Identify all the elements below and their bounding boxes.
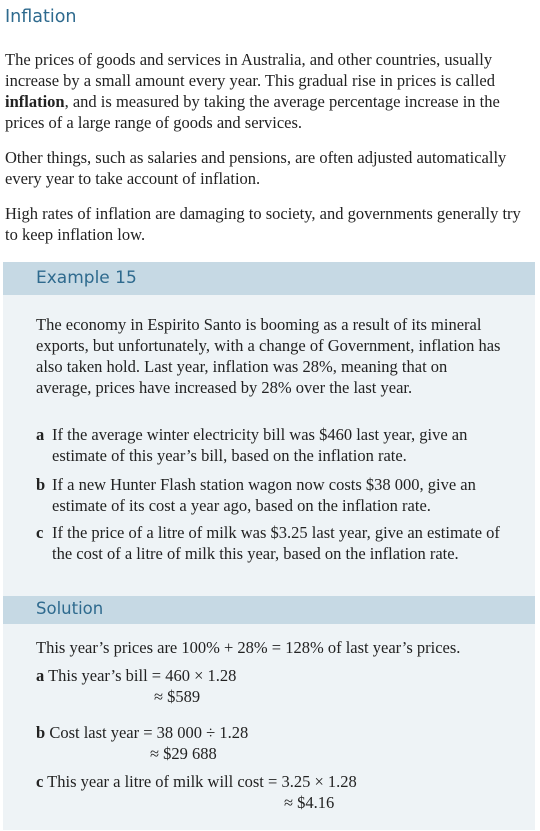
- solution-label: c: [36, 772, 44, 791]
- solution-label: b: [36, 723, 46, 742]
- solution-b-equation: Cost last year = 38 000 ÷ 1.28: [49, 723, 249, 742]
- high-inflation-paragraph: High rates of inflation are damaging to society, and governments generally try to keep inflation low.: [5, 204, 521, 244]
- solution-c-result: ≈ $4.16: [284, 793, 335, 812]
- section-heading: Inflation: [5, 7, 77, 27]
- example-title: Example 15: [36, 268, 137, 288]
- question-part-a: [36, 424, 506, 466]
- part-label: b: [36, 475, 46, 494]
- solution-title: Solution: [36, 599, 104, 618]
- solution-b-line1: [36, 722, 248, 743]
- example-title-bar: [3, 262, 535, 295]
- example-intro: The economy in Espirito Santo is booming as a result of its mineral exports, but unfortunately, with a change of Government, inflation has also taken hold. Last year, inflation was 28%, meaning that on average, prices have increased by 28% over the last year.: [36, 315, 501, 397]
- solution-c-equation: This year a litre of milk will cost = 3.25 × 1.28: [47, 772, 357, 791]
- part-label: a: [36, 425, 45, 444]
- question-part-b: [36, 474, 506, 516]
- solution-a-equation: This year’s bill = 460 × 1.28: [48, 666, 237, 685]
- part-text: If the average winter electricity bill was $460 last year, give an estimate of this year’s bill, based on the inflation rate.: [52, 425, 468, 465]
- solution-c-line1: [36, 771, 357, 792]
- para1-text-start: The prices of goods and services in Australia, and other countries, usually increase by a small amount every year. This gradual rise in prices is called: [5, 50, 495, 90]
- solution-label: a: [36, 666, 45, 685]
- adjustment-paragraph: Other things, such as salaries and pensions, are often adjusted automatically every year to take account of inflation.: [5, 148, 507, 188]
- question-part-c: [36, 522, 506, 564]
- inflation-term: inflation: [5, 92, 65, 111]
- part-text: If the price of a litre of milk was $3.25 last year, give an estimate of the cost of a litre of milk this year, based on the inflation rate.: [52, 523, 500, 563]
- solution-intro: This year’s prices are 100% + 28% = 128% of last year’s prices.: [36, 638, 461, 657]
- inflation-definition-paragraph: [5, 49, 535, 133]
- para1-text-end: , and is measured by taking the average percentage increase in the prices of a large range of goods and services.: [5, 92, 500, 132]
- solution-title-bar: [3, 596, 535, 624]
- solution-b-result: ≈ $29 688: [150, 744, 217, 763]
- solution-a-result: ≈ $589: [154, 687, 201, 706]
- part-label: c: [36, 523, 44, 542]
- solution-a-line1: [36, 665, 236, 686]
- part-text: If a new Hunter Flash station wagon now costs $38 000, give an estimate of its cost a year ago, based on the inflation rate.: [52, 475, 476, 515]
